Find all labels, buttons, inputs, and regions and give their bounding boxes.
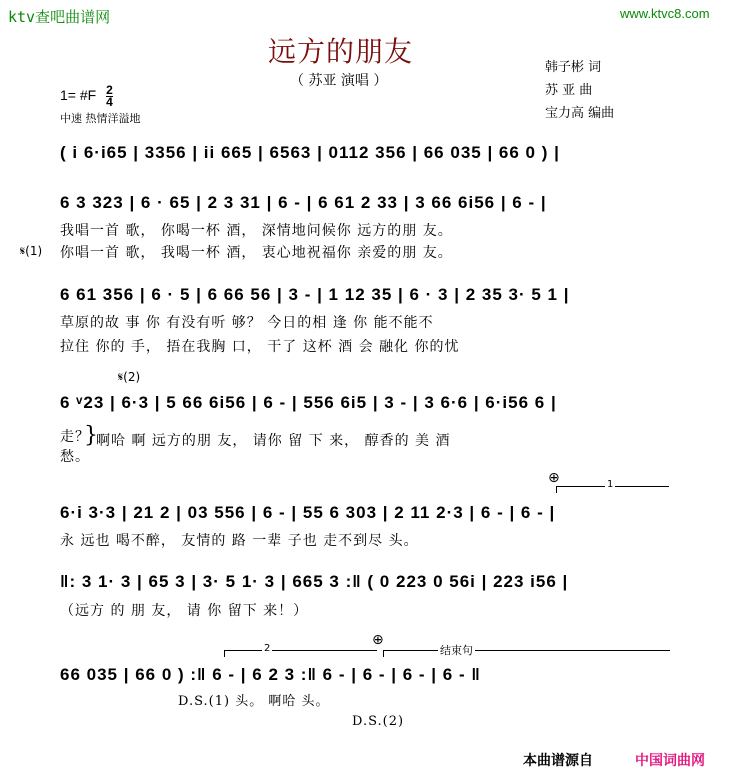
source-site: 中国词曲网: [635, 753, 705, 769]
volta-1-label: 1: [607, 479, 614, 490]
ds-2-label: D.S.(2): [352, 714, 405, 729]
lyrics-row-4: 啊哈 啊 远方的朋 友， 请你 留 下 来， 醇香的 美 酒: [96, 433, 451, 449]
coda-2-icon: ⊕: [372, 632, 384, 648]
score-row-7: 66 035 | 66 0 ) :‖ 6 - | 6 2 3 :‖ 6 - | 6 - | 6 - | 6 - ‖: [60, 665, 481, 684]
brace: }: [84, 423, 99, 448]
ending-bracket: [383, 650, 670, 657]
lyrics-row-4-end-2: 愁。: [60, 449, 90, 465]
score-row-4: 6 ᵛ23 | 6·3 | 5 66 6i56 | 6 - | 556 6i5 | 3 - | 3 6·6 | 6·i56 6 |: [60, 393, 557, 412]
song-title: 远方的朋友: [268, 35, 414, 68]
time-signature: $\frac{2}{4}$: [106, 83, 113, 109]
volta-2-label: 2: [264, 643, 271, 654]
segno-2-icon: 𝄋(2): [118, 370, 141, 384]
performer-subtitle: （ 苏亚 演唱 ）: [290, 73, 388, 89]
lyrics-row-3-verse-1: 草原的故 事 你 有没有听 够？ 今日的相 逢 你 能不能不: [60, 315, 434, 331]
key-signature: [60, 85, 113, 108]
lyrics-row-6: （远方 的 朋 友， 请 你 留下 来！）: [60, 603, 309, 619]
key-label: 1= #F: [60, 87, 97, 104]
lyrics-row-5: 永 远也 喝不醉， 友情的 路 一辈 子也 走不到尽 头。: [60, 533, 419, 549]
volta-2-bracket: [224, 650, 377, 657]
credits: [545, 56, 614, 125]
lyrics-row-2-verse-2: 你唱一首 歌， 我喝一杯 酒， 衷心地祝福你 亲爱的朋 友。: [60, 245, 453, 261]
lyrics-row-7: D.S.(1) 头。 啊哈 头。: [178, 694, 330, 709]
credit-lyricist: 韩子彬 词: [545, 60, 602, 75]
credit-arranger: 宝力高 编曲: [545, 106, 615, 121]
score-row-1: ( i 6·i65 | 3356 | ii 665 | 6563 | 0112 356 | 66 035 | 66 0 ) |: [60, 143, 560, 162]
score-row-2: 6 3 323 | 6 · 65 | 2 3 31 | 6 - | 6 61 2 33 | 3 66 6i56 | 6 - |: [60, 193, 547, 212]
site-watermark-right: www.ktvc8.com: [620, 6, 710, 21]
segno-1-icon: 𝄋(1): [20, 244, 43, 258]
score-row-6: ‖: 3 1· 3 | 65 3 | 3· 5 1· 3 | 665 3 :‖ ( 0 223 0 56i | 223 i56 |: [60, 572, 569, 591]
score-row-3: 6 61 356 | 6 · 5 | 6 66 56 | 3 - | 1 12 35 | 6 · 3 | 2 35 3· 5 1 |: [60, 285, 570, 304]
tempo-marking: 中速 热情洋溢地: [60, 112, 141, 125]
site-watermark-left: ktv查吧曲谱网: [8, 8, 111, 26]
coda-icon: ⊕: [548, 470, 560, 486]
lyrics-row-2-verse-1: 我唱一首 歌， 你喝一杯 酒， 深情地问候你 远方的朋 友。: [60, 223, 453, 239]
ending-label: 结束句: [440, 644, 473, 657]
lyrics-row-4-end-1: 走？: [60, 429, 90, 445]
lyrics-row-3-verse-2: 拉住 你的 手， 捂在我胸 口， 干了 这杯 酒 会 融化 你的忧: [60, 339, 460, 355]
credit-composer: 苏 亚 曲: [545, 83, 593, 98]
score-row-5: 6·i 3·3 | 21 2 | 03 556 | 6 - | 55 6 303 | 2 11 2·3 | 6 - | 6 - |: [60, 503, 556, 522]
source-label: 本曲谱源自: [523, 753, 593, 769]
